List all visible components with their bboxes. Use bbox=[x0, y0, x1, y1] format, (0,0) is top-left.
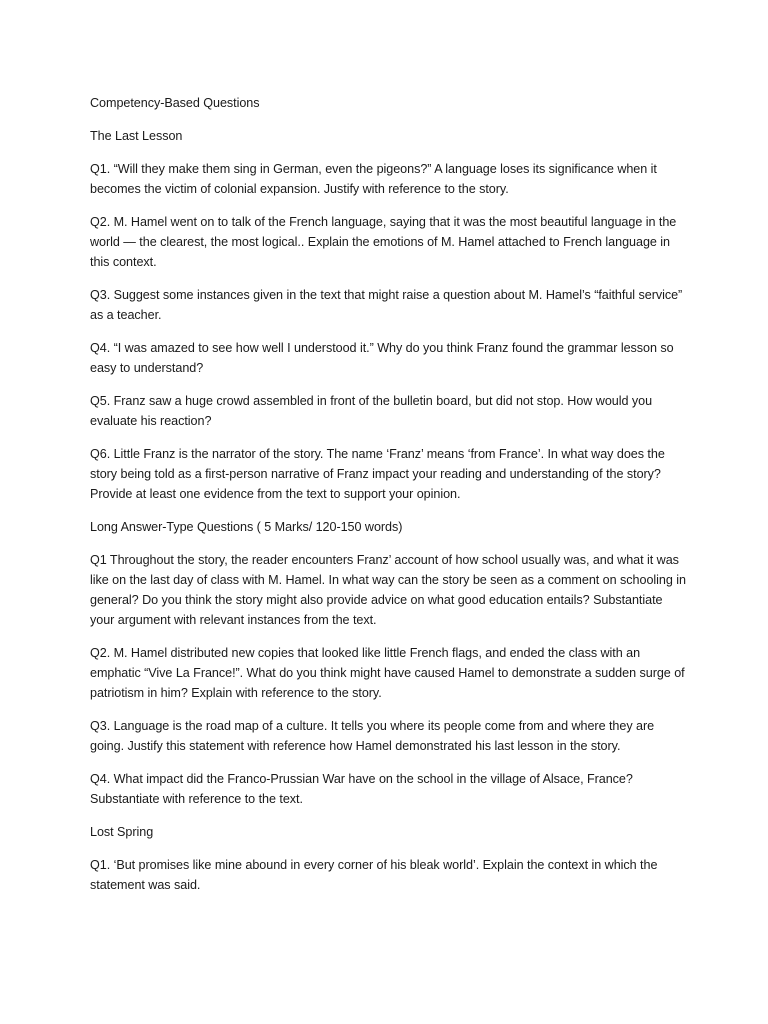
question-paragraph: Q1 Throughout the story, the reader encounters Franz’ account of how school usually was, and what it was like on the last day of class with M. Hamel. In what way can the story be seen as a comment on schooling in general? Do you think the story might also provide advice on what good education entails? Substantiate your argument with relevant instances from the text. bbox=[90, 553, 686, 627]
question-paragraph: Q1. “Will they make them sing in German, even the pigeons?” A language loses its significance when it becomes the victim of colonial expansion. Justify with reference to the story. bbox=[90, 162, 657, 196]
question-paragraph: Q6. Little Franz is the narrator of the story. The name ‘Franz’ means ‘from France’. In what way does the story being told as a first-person narrative of Franz impact your reading and understanding of the story? Provide at least one evidence from the text to support your opinion. bbox=[90, 447, 665, 501]
question-paragraph: Q4. “I was amazed to see how well I understood it.” Why do you think Franz found the grammar lesson so easy to understand? bbox=[90, 341, 674, 375]
question-paragraph: Q4. What impact did the Franco-Prussian War have on the school in the village of Alsace, France? Substantiate with reference to the text. bbox=[90, 772, 633, 806]
document-title: Competency-Based Questions bbox=[90, 96, 260, 110]
section-heading-lost-spring: Lost Spring bbox=[90, 825, 154, 839]
document-page bbox=[90, 93, 690, 908]
question-paragraph: Q5. Franz saw a huge crowd assembled in front of the bulletin board, but did not stop. How would you evaluate his reaction? bbox=[90, 394, 653, 428]
section-heading-the-last-lesson: The Last Lesson bbox=[90, 129, 183, 143]
question-paragraph: Q3. Suggest some instances given in the text that might raise a question about M. Hamel’s “faithful service” as a teacher. bbox=[90, 288, 683, 322]
question-paragraph: Q3. Language is the road map of a culture. It tells you where its people come from and where they are going. Justify this statement with reference how Hamel demonstrated his last lesson in the story. bbox=[90, 719, 655, 753]
question-paragraph: Q2. M. Hamel went on to talk of the French language, saying that it was the most beautiful language in the world — the clearest, the most logical.. Explain the emotions of M. Hamel attached to French language in this context. bbox=[90, 215, 677, 269]
question-paragraph: Q1. ‘But promises like mine abound in every corner of his bleak world’. Explain the context in which the statement was said. bbox=[90, 858, 658, 892]
question-paragraph: Q2. M. Hamel distributed new copies that looked like little French flags, and ended the class with an emphatic “Vive La France!”. What do you think might have caused Hamel to demonstrate a sudden surge of patriotism in him? Explain with reference to the story. bbox=[90, 646, 685, 700]
section-heading-long-answer: Long Answer-Type Questions ( 5 Marks/ 120-150 words) bbox=[90, 520, 403, 534]
